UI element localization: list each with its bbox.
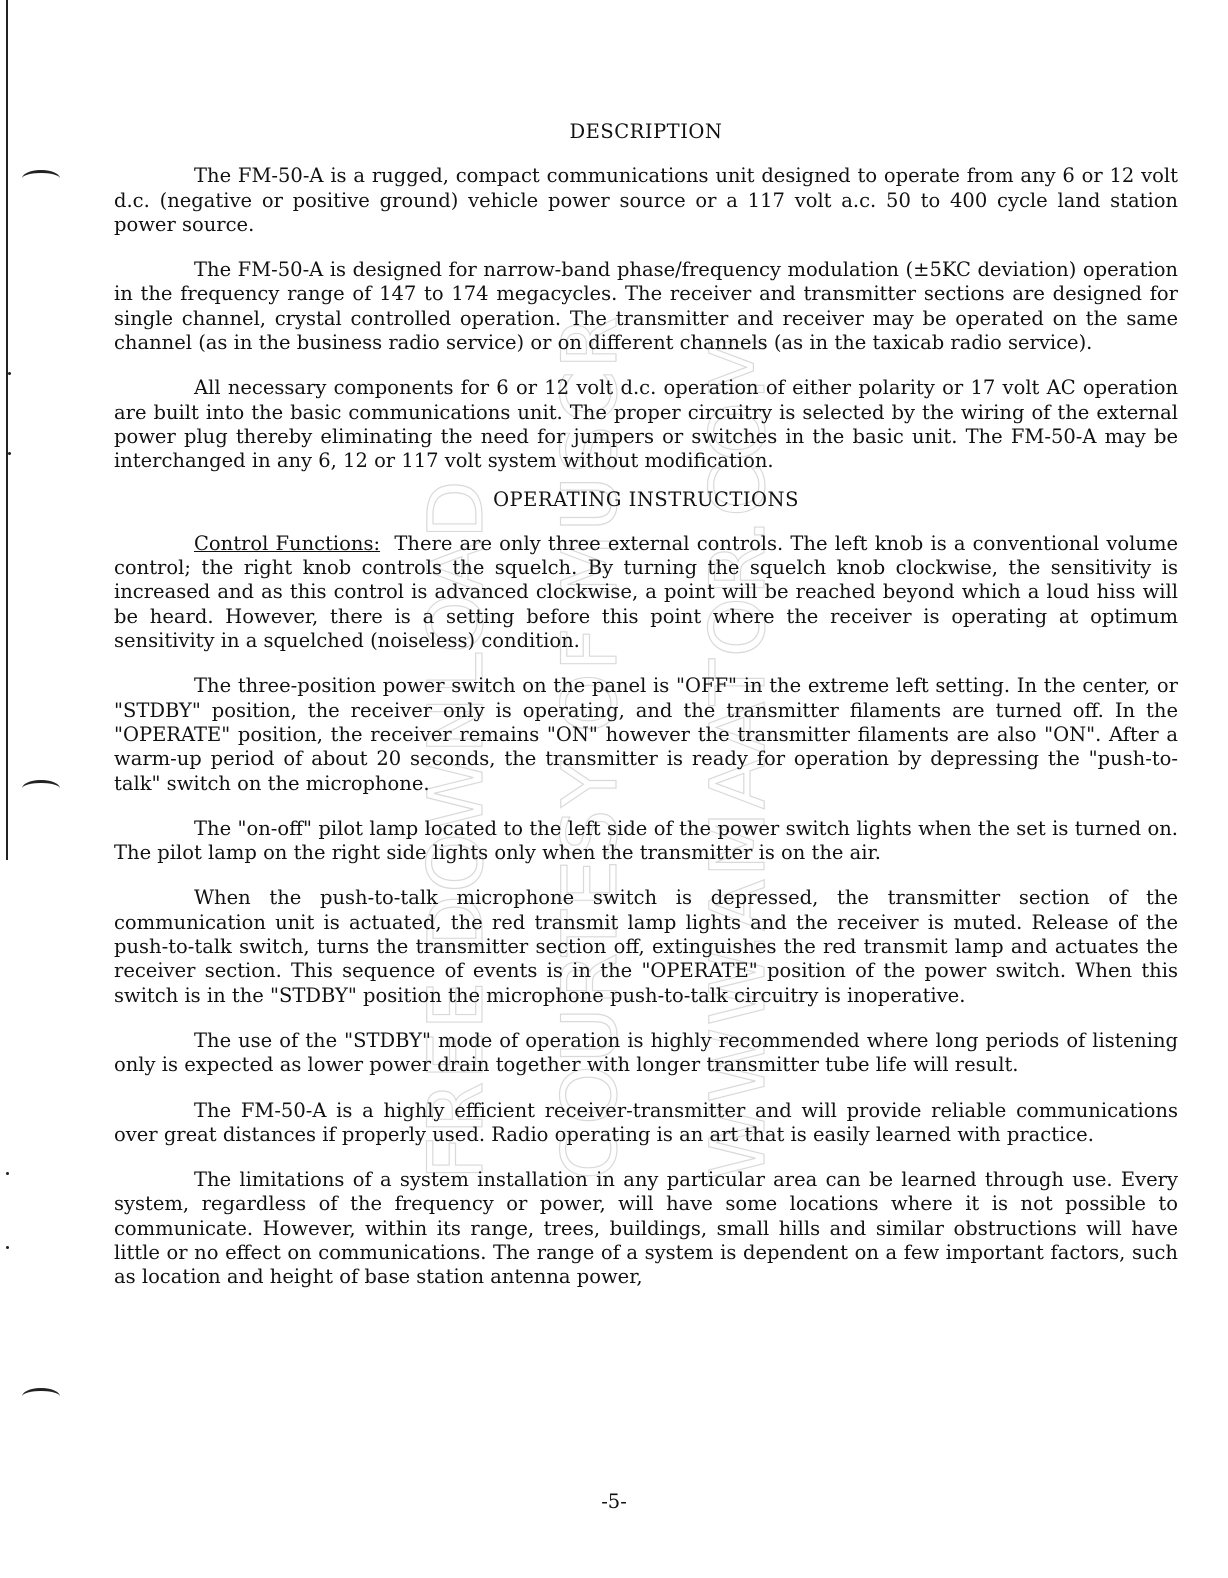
scan-speck bbox=[6, 1246, 9, 1249]
punch-hole-mark bbox=[22, 780, 60, 797]
watermark-line: COURTESY OF MUSCR bbox=[545, 313, 634, 1180]
operating-paragraph: The use of the "STDBY" mode of operation is highly recommended where long periods of listening only is expected as lower power drain together with longer transmitter tube life will result. bbox=[114, 1028, 1178, 1077]
page-binding-edge bbox=[6, 0, 8, 860]
description-paragraph: The FM-50-A is designed for narrow-band phase/frequency modulation (±5KC deviation) operation in the frequency range of 147 to 174 megacycles. The receiver and transmitter sections are designed for single channel, crystal controlled operation. The transmitter and receiver may be operated on the same channel (as in the business radio service) or on different channels (as in the taxicab radio service). bbox=[114, 258, 1178, 355]
description-paragraph: All necessary components for 6 or 12 volt d.c. operation of either polarity or 17 volt AC operation are built into the basic communications unit. The proper circuitry is selected by the wiring of the external power plug thereby eliminating the need for jumpers or switches in the basic unit. The FM-50-A may be interchanged in any 6, 12 or 117 volt system without modification. bbox=[114, 376, 1178, 473]
operating-paragraph: When the push-to-talk microphone switch is depressed, the transmitter section of the communication unit is actuated, the red transmit lamp lights and the receiver is muted. Release of the push-to-talk switch, turns the transmitter section off, extinguishes the red transmit lamp and actuates the receiver section. This sequence of events is in the "OPERATE" position of the power switch. When this switch is in the "STDBY" position the microphone push-to-talk circuitry is inoperative. bbox=[114, 886, 1178, 1007]
watermark-line: FREE DOWNLOAD bbox=[411, 478, 500, 1180]
control-functions-text: There are only three external controls. The left knob is a conventional volume control; the right knob controls the squelch. By turning the squelch knob clockwise, the sensitivity is increased and as this control is advanced clockwise, a point will be reached beyond which a loud hiss will be heard. However, there is a setting before this point where the receiver is operating at optimum sensitivity in a squelched (noiseless) condition. bbox=[114, 531, 1178, 653]
operating-paragraph: The limitations of a system installation in any particular area can be learned through use. Every system, regardless of the frequency or power, will have some locations where it is not possible to communicate. However, within its range, trees, buildings, small hills and similar obstructions will have little or no effect on communications. The range of a system is dependent on a few important factors, such as location and height of base station antenna power, bbox=[114, 1168, 1178, 1289]
scan-speck bbox=[8, 452, 11, 455]
operating-paragraph: The "on-off" pilot lamp located to the left side of the power switch lights when the set is turned on. The pilot lamp on the right side lights only when the transmitter is on the air. bbox=[114, 816, 1178, 865]
page-number: -5- bbox=[601, 1490, 627, 1513]
scan-speck bbox=[8, 372, 11, 375]
punch-hole-mark bbox=[22, 1388, 60, 1405]
operating-instructions-title: OPERATING INSTRUCTIONS bbox=[493, 487, 799, 511]
section-title: DESCRIPTION bbox=[569, 120, 723, 143]
scan-speck bbox=[6, 1172, 9, 1175]
control-functions-paragraph bbox=[114, 532, 1178, 653]
operating-paragraph: The FM-50-A is a highly efficient receiver-transmitter and will provide reliable communications over great distances if properly used. Radio operating is an art that is easily learned with practice. bbox=[114, 1098, 1178, 1146]
control-functions-label: Control Functions: bbox=[194, 531, 381, 555]
watermark-line: WWW.AMAATOR.COM bbox=[693, 332, 782, 1180]
punch-hole-mark bbox=[22, 170, 60, 187]
description-paragraph: The FM-50-A is a rugged, compact communications unit designed to operate from any 6 or 12 volt d.c. (negative or positive ground) vehicle power source or a 117 volt a.c. 50 to 400 cycle land station power source. bbox=[114, 164, 1178, 236]
operating-paragraph: The three-position power switch on the panel is "OFF" in the extreme left setting. In the center, or "STDBY" position, the receiver only is operating, and the transmitter filaments are turned off. In the "OPERATE" position, the receiver remains "ON" however the transmitter filaments are also "ON". After a warm-up period of about 20 seconds, the transmitter is ready for operation by depressing the "push-to-talk" switch on the microphone. bbox=[114, 674, 1178, 795]
document-body bbox=[114, 120, 1178, 1290]
